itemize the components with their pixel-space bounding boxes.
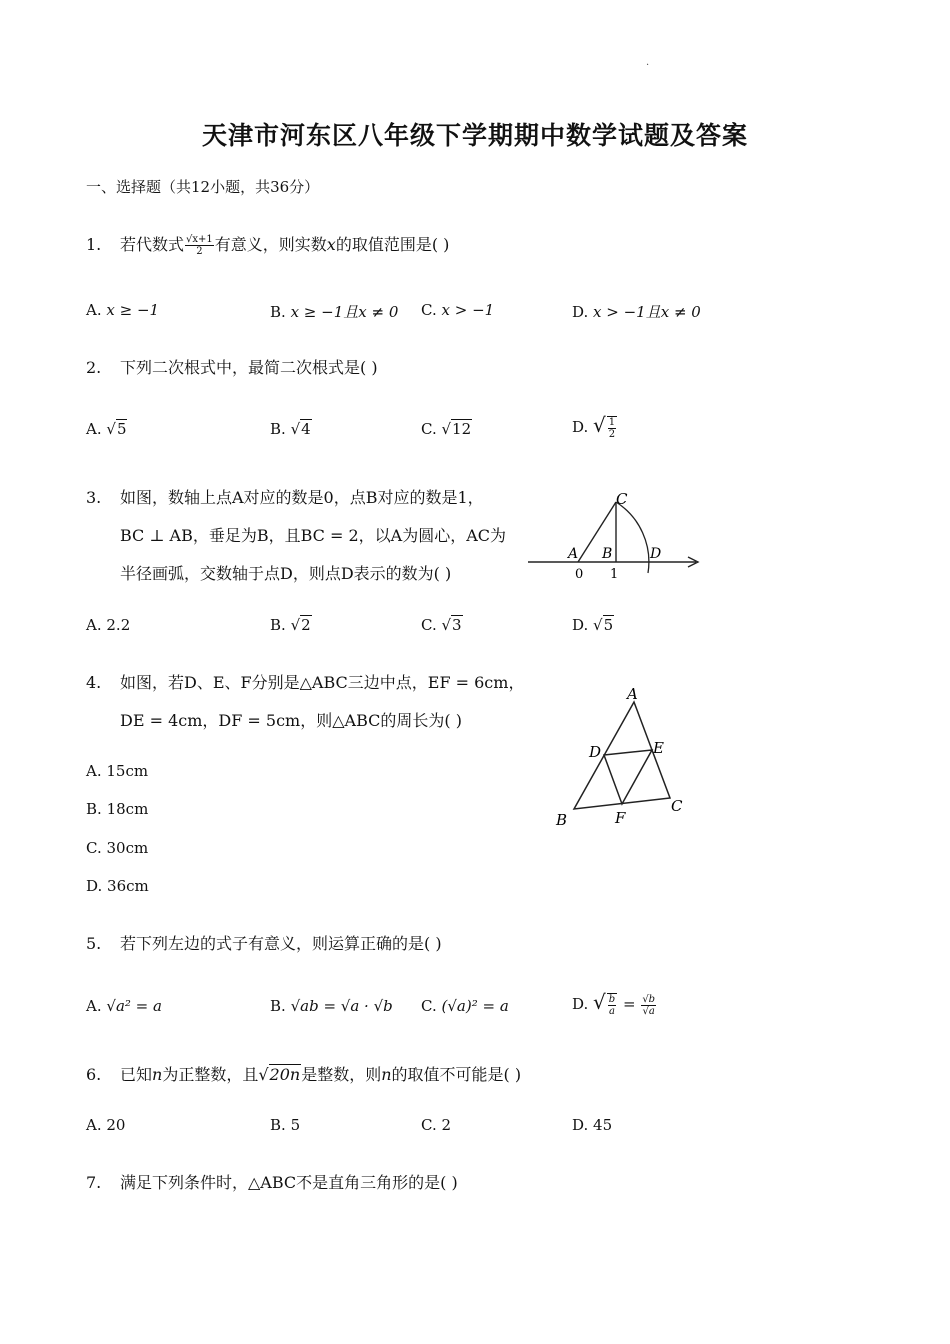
label-a: A: [627, 685, 638, 703]
option-a: [86, 997, 162, 1015]
option-c: [421, 1116, 451, 1134]
option-label: B.: [270, 616, 286, 634]
option-c: C. √12: [421, 420, 472, 438]
option-text: (√a)² = a: [441, 997, 509, 1015]
option-d: D. √ $\frac{b}{a}$ = $\frac{√b}{√a}$: [572, 990, 656, 1017]
option-a: [86, 1116, 125, 1134]
radicand: 4: [301, 420, 311, 438]
radicand: 20n: [269, 1065, 301, 1084]
label-e: E: [653, 739, 664, 757]
question-text: 是整数，则: [301, 1065, 382, 1084]
option-c: [86, 839, 148, 857]
fraction-numerator: b: [608, 994, 616, 1005]
fraction-numerator: √b: [642, 993, 656, 1005]
option-label: A.: [86, 420, 102, 438]
fraction-denominator: a: [609, 1006, 615, 1017]
label-c: C: [671, 797, 683, 815]
question-line-2: DE = 4cm，DF = 5cm，则△ABC的周长为( ): [120, 711, 462, 730]
option-d: [572, 1116, 612, 1134]
option-label: B.: [270, 1116, 286, 1134]
question-2: [86, 355, 378, 378]
radicand: 5: [603, 616, 614, 634]
option-d: D. √ $\frac{1}{2}$: [572, 413, 616, 440]
option-c: C. √3: [421, 616, 462, 634]
label-a: A: [568, 546, 579, 562]
fraction: [607, 416, 617, 440]
question-line-1: 如图，数轴上点A对应的数是0，点B对应的数是1，: [120, 488, 484, 507]
question-text: 若代数式: [120, 235, 185, 254]
option-label: D.: [572, 995, 589, 1013]
option-b: B. √4: [270, 420, 311, 438]
question-line-2: BC ⊥ AB，垂足为B，且BC = 2，以A为圆心，AC为: [120, 526, 506, 545]
option-text: 30cm: [106, 839, 149, 857]
question-number: 3.: [86, 488, 102, 507]
question-line-3: 半径画弧，交数轴于点D，则点D表示的数为( ): [120, 564, 452, 583]
variable: n: [381, 1065, 392, 1084]
question-text: 的取值不可能是( ): [391, 1065, 522, 1084]
fraction-denominator: √a: [642, 1005, 655, 1017]
question-text: 已知: [120, 1065, 153, 1084]
corner-mark: ·: [646, 60, 650, 71]
option-label: C.: [421, 997, 437, 1015]
option-d: [572, 301, 701, 322]
radicand: 12: [452, 420, 472, 438]
option-label: D.: [572, 303, 589, 321]
option-c: [421, 301, 494, 319]
option-b: [270, 1116, 300, 1134]
question-number: 2.: [86, 358, 102, 377]
option-label: B.: [270, 303, 286, 321]
option-text: x > −1且x ≠ 0: [593, 303, 701, 321]
fraction-denominator: 2: [196, 246, 203, 257]
option-text: x > −1: [441, 301, 495, 319]
option-label: A.: [86, 301, 102, 319]
option-c: [421, 997, 509, 1015]
question-text: 为正整数，且: [162, 1065, 259, 1084]
label-c: C: [616, 490, 628, 508]
option-b: [270, 301, 398, 322]
option-a: A. √5: [86, 420, 127, 438]
option-label: D.: [572, 1116, 589, 1134]
question-number: 7.: [86, 1173, 102, 1192]
triangle-def: [604, 750, 652, 804]
option-a: [86, 616, 130, 634]
page-title: 天津市河东区八年级下学期期中数学试题及答案: [201, 121, 748, 150]
option-b: B. √2: [270, 616, 311, 634]
option-label: C.: [421, 420, 437, 438]
question-text: 若下列左边的式子有意义，则运算正确的是( ): [120, 934, 442, 953]
question-line-1: 如图，若D、E、F分别是△ABC三边中点，EF = 6cm，: [120, 673, 525, 692]
label-b: B: [556, 811, 568, 829]
option-text: 2: [441, 1116, 452, 1134]
triangle-figure: [552, 682, 692, 832]
option-b: [86, 800, 148, 818]
option-label: A.: [86, 1116, 102, 1134]
variable: n: [152, 1065, 163, 1084]
option-label: A.: [86, 997, 102, 1015]
fraction-denominator: 2: [608, 429, 616, 440]
question-number: 1.: [86, 235, 102, 254]
fraction-numerator: √x+1: [186, 234, 213, 245]
option-text: 15cm: [106, 762, 149, 780]
option-label: C.: [421, 1116, 437, 1134]
option-label: D.: [572, 616, 589, 634]
question-text: 有意义，则实数: [214, 235, 327, 254]
question-number: 6.: [86, 1065, 102, 1084]
question-text: 下列二次根式中，最简二次根式是( ): [120, 358, 378, 377]
option-label: C.: [86, 839, 102, 857]
fraction: [185, 234, 214, 257]
option-text: x ≥ −1且x ≠ 0: [290, 303, 399, 321]
question-4: [86, 670, 524, 693]
option-b: [270, 997, 393, 1015]
fraction-rhs: [641, 994, 656, 1017]
question-6: 6. 已知n为正整数，且√20n是整数，则n的取值不可能是( ): [86, 1065, 522, 1084]
option-text: 2.2: [106, 616, 131, 634]
question-7: [86, 1170, 458, 1193]
label-d: D: [650, 546, 662, 562]
option-label: B.: [270, 420, 286, 438]
option-label: D.: [86, 877, 103, 895]
question-text: 的取值范围是( ): [335, 235, 450, 254]
option-label: A.: [86, 616, 102, 634]
option-text: x ≥ −1: [106, 301, 160, 319]
option-d: D. √5: [572, 616, 614, 634]
option-text: 36cm: [107, 877, 149, 895]
question-text: 满足下列条件时，△ABC不是直角三角形的是( ): [120, 1173, 458, 1192]
section-heading: 一、选择题（共12小题，共36分）: [86, 178, 320, 196]
question-5: [86, 931, 442, 954]
label-d: D: [589, 743, 602, 761]
tick-one: 1: [610, 567, 619, 582]
option-text: 18cm: [106, 800, 149, 818]
variable: x: [326, 235, 336, 254]
label-f: F: [615, 809, 626, 827]
option-label: B.: [270, 997, 286, 1015]
fraction: [607, 993, 617, 1017]
option-label: C.: [421, 616, 437, 634]
option-text: 20: [106, 1116, 126, 1134]
option-label: B.: [86, 800, 102, 818]
tick-zero: 0: [575, 567, 584, 582]
option-a: [86, 301, 159, 319]
option-text: √a² = a: [106, 997, 162, 1015]
radicand: 3: [452, 616, 462, 634]
question-number: 4.: [86, 673, 102, 692]
option-label: A.: [86, 762, 102, 780]
label-b: B: [602, 546, 613, 562]
fraction-numerator: 1: [608, 417, 616, 428]
radicand: 2: [301, 616, 311, 634]
question-3: [86, 485, 484, 508]
option-a: [86, 762, 148, 780]
option-text: 45: [593, 1116, 613, 1134]
option-text: 5: [290, 1116, 301, 1134]
option-label: D.: [572, 418, 589, 436]
option-d: [86, 877, 149, 895]
question-1: [86, 232, 449, 257]
question-number: 5.: [86, 934, 102, 953]
number-line-figure: [526, 488, 706, 584]
option-label: C.: [421, 301, 437, 319]
radicand: 5: [116, 420, 127, 438]
option-text: √ab = √a · √b: [290, 997, 393, 1015]
